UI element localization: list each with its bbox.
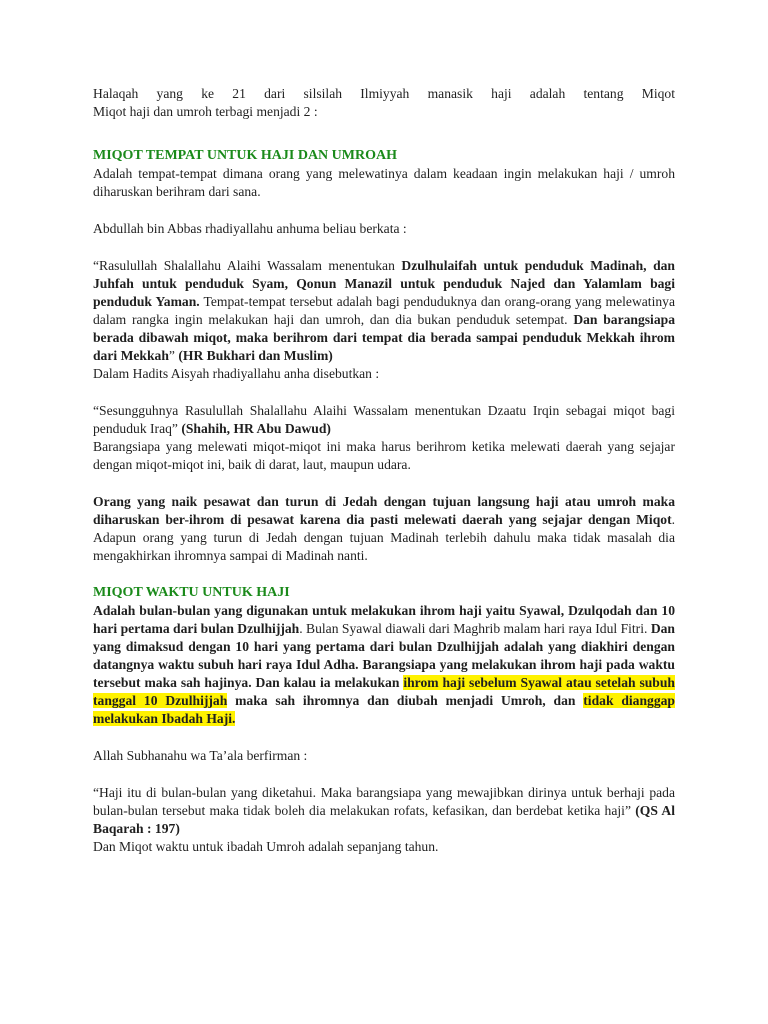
hadith-aisyah (93, 402, 675, 438)
highlight-not-hajj: tidak dianggap melakukan Ibadah Haji. (93, 693, 675, 726)
plane-rule-text: . Adapun orang yang turun di Jedah dengan tujuan Madinah terlebih dahulu maka tidak masalah dia mengakhirkan ihromnya sampai di Madinah nanti. (93, 512, 675, 563)
section-heading-time: MIQOT WAKTU UNTUK HAJI (93, 585, 290, 600)
allah-intro: Allah Subhanahu wa Ta’ala berfirman : (93, 748, 308, 763)
umroh-time: Dan Miqot waktu untuk ibadah Umroh adalah sepanjang tahun. (93, 839, 439, 854)
hadith-abbas-bold-1: Dzulhulaifah untuk penduduk Madinah, dan Juhfah untuk penduduk Syam, Qonun Manazil untuk penduduk Najed dan Yalamlam bagi penduduk Yaman. (93, 258, 675, 309)
hadith-aisyah-text: “Sesungguhnya Rasulullah Shalallahu Alaihi Wassalam menentukan Dzaatu Irqin sebagai miqot bagi penduduk Iraq” (93, 403, 675, 436)
intro-line-1: Halaqah yang ke 21 dari silsilah Ilmiyyah manasik haji adalah tentang Miqot (93, 86, 675, 101)
hadith-aisyah-source: (Shahih, HR Abu Dawud) (181, 421, 331, 436)
section-place-definition: Adalah tempat-tempat dimana orang yang melewatinya dalam keadaan ingin melakukan haji / umroh diharuskan berihram dari sana. (93, 166, 675, 199)
section-heading-place: MIQOT TEMPAT UNTUK HAJI DAN UMROAH (93, 148, 397, 163)
verse-text: “Haji itu di bulan-bulan yang diketahui. Maka barangsiapa yang mewajibkan dirinya untuk berhaji pada bulan-bulan tersebut maka tidak boleh dia melakukan rofats, kefasikan, dan berdebat ketika haji” (93, 785, 675, 818)
time-body-bold-2: Dan yang dimaksud dengan 10 hari yang pertama dari bulan Dzulhijjah adalah yang diakhiri dengan datangnya waktu subuh hari raya Idul Adha. Barangsiapa yang melakukan ihrom haji pada waktu tersebut maka sah hajinya. Dan kalau ia melakukan (93, 621, 675, 690)
aisyah-intro: Dalam Hadits Aisyah rhadiyallahu anha disebutkan : (93, 366, 380, 381)
verse-source: (QS Al Baqarah : 197) (93, 803, 676, 836)
pass-rule: Barangsiapa yang melewati miqot-miqot ini maka harus berihrom ketika melewati daerah yang sejajar dengan miqot-miqot ini, baik di darat, laut, maupun udara. (93, 439, 675, 472)
hadith-abbas-source: (HR Bukhari dan Muslim) (178, 348, 333, 363)
abbas-intro: Abdullah bin Abbas rhadiyallahu anhuma beliau berkata : (93, 221, 407, 236)
hadith-abbas (93, 257, 675, 365)
time-body-text-1: . Bulan Syawal diawali dari Maghrib malam hari raya Idul Fitri. (299, 621, 651, 636)
verse-baqarah (93, 784, 675, 838)
hadith-abbas-text-1: “Rasulullah Shalallahu Alaihi Wassalam menentukan (93, 258, 402, 273)
plane-rule (93, 493, 675, 565)
section-time-body (93, 602, 675, 728)
plane-rule-bold: Orang yang naik pesawat dan turun di Jedah dengan tujuan langsung haji atau umroh maka diharuskan ber-ihrom di pesawat karena dia pasti melewati daerah yang sejajar dengan Miqot (93, 494, 675, 527)
intro-line-2: Miqot haji dan umroh terbagi menjadi 2 : (93, 104, 318, 119)
time-body-bold-3: maka sah ihromnya dan diubah menjadi Umroh, dan (227, 693, 584, 708)
highlight-ihrom-before-syawal: ihrom haji sebelum Syawal atau setelah subuh tanggal 10 Dzulhijjah (93, 675, 675, 708)
hadith-abbas-bold-2: Dan barangsiapa berada dibawah miqot, maka berihrom dari tempat dia berada sampai penduduk Mekkah ihrom dari Mekkah (93, 312, 675, 363)
hadith-abbas-text-2: Tempat-tempat tersebut adalah bagi penduduknya dan orang-orang yang melewatinya dalam rangka ingin melakukan haji dan umroh, dan dia bukan penduduk setempat. (93, 294, 675, 327)
time-body-bold-1: Adalah bulan-bulan yang digunakan untuk melakukan ihrom haji yaitu Syawal, Dzulqodah dan 10 hari pertama dari bulan Dzulhijjah (93, 603, 675, 636)
hadith-abbas-text-3: ” (168, 348, 179, 363)
